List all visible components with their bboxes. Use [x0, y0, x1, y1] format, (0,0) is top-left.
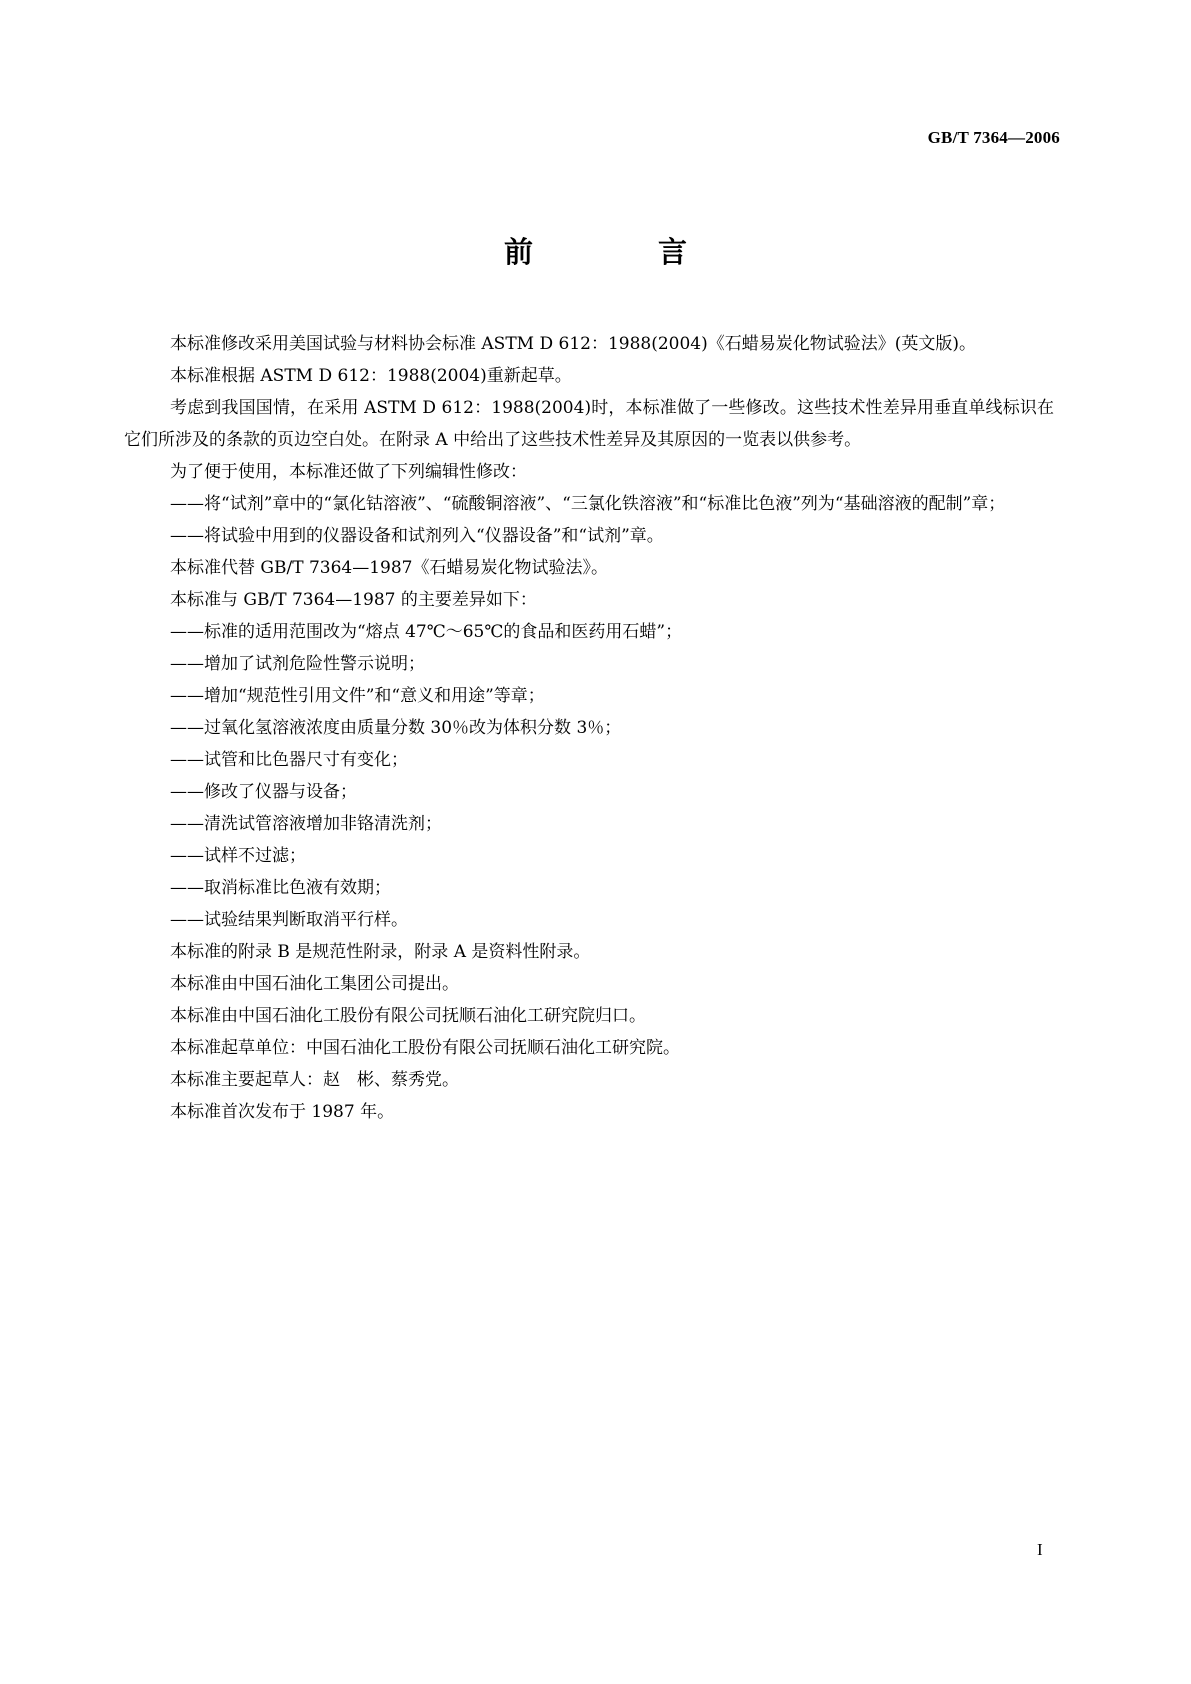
list-item: ——将试验中用到的仪器设备和试剂列入“仪器设备”和“试剂”章。	[170, 526, 664, 546]
list-item: ——增加“规范性引用文件”和“意义和用途”等章；	[170, 686, 545, 706]
paragraph: 本标准主要起草人：赵 彬、蔡秀党。	[170, 1070, 459, 1090]
paragraph: 本标准的附录 B 是规范性附录，附录 A 是资料性附录。	[170, 942, 591, 962]
paragraph: 本标准起草单位：中国石油化工股份有限公司抚顺石油化工研究院。	[170, 1038, 680, 1058]
foreword-body	[124, 328, 1054, 1128]
list-item: ——试验结果判断取消平行样。	[170, 910, 408, 930]
paragraph: 本标准与 GB/T 7364—1987 的主要差异如下：	[170, 590, 537, 610]
page-number: I	[1037, 1540, 1043, 1559]
list-item: ——修改了仪器与设备；	[170, 782, 357, 802]
list-item: ——将“试剂”章中的“氯化钴溶液”、“硫酸铜溶液”、“三氯化铁溶液”和“标准比色液”列为“基础溶液的配制”章；	[170, 494, 1006, 514]
page-title: 前 言	[503, 235, 735, 269]
standard-code: GB/T 7364—2006	[927, 128, 1060, 147]
list-item: ——标准的适用范围改为“熔点 47℃～65℃的食品和医药用石蜡”；	[170, 622, 683, 642]
paragraph: 本标准修改采用美国试验与材料协会标准 ASTM D 612：1988(2004)《石蜡易炭化物试验法》(英文版)。	[170, 334, 977, 354]
paragraph: 本标准代替 GB/T 7364—1987《石蜡易炭化物试验法》。	[170, 558, 608, 578]
paragraph: 本标准根据 ASTM D 612：1988(2004)重新起草。	[170, 366, 572, 386]
paragraph: 考虑到我国国情，在采用 ASTM D 612：1988(2004)时，本标准做了一些修改。这些技术性差异用垂直单线标识在它们所涉及的条款的页边空白处。在附录 A 中给出了这些技术性差异及其原因的一览表以供参考。	[124, 398, 1054, 450]
paragraph: 本标准由中国石油化工股份有限公司抚顺石油化工研究院归口。	[170, 1006, 646, 1026]
paragraph: 本标准由中国石油化工集团公司提出。	[170, 974, 459, 994]
list-item: ——过氧化氢溶液浓度由质量分数 30％改为体积分数 3％；	[170, 718, 622, 738]
list-item: ——取消标准比色液有效期；	[170, 878, 391, 898]
list-item: ——清洗试管溶液增加非铬清洗剂；	[170, 814, 442, 834]
paragraph: 为了便于使用，本标准还做了下列编辑性修改：	[170, 462, 527, 482]
list-item: ——增加了试剂危险性警示说明；	[170, 654, 425, 674]
paragraph: 本标准首次发布于 1987 年。	[170, 1102, 395, 1122]
list-item: ——试样不过滤；	[170, 846, 306, 866]
list-item: ——试管和比色器尺寸有变化；	[170, 750, 408, 770]
